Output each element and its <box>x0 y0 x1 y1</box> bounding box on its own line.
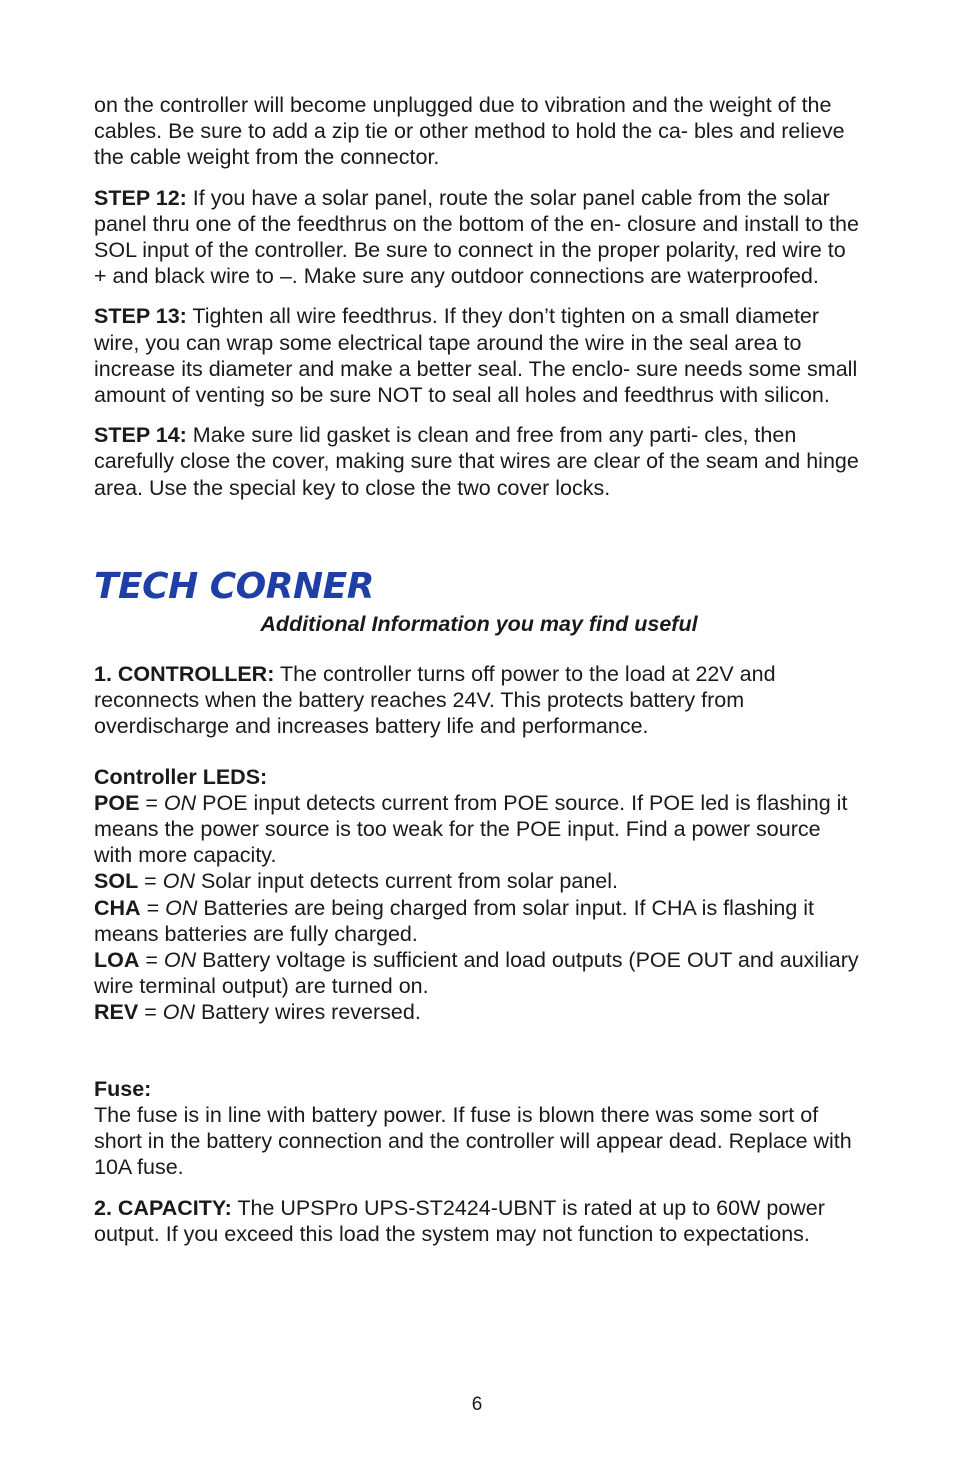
led-description: Solar input detects current from solar panel. <box>194 869 619 894</box>
manual-page <box>94 92 864 1261</box>
fuse-heading: Fuse: <box>94 1076 152 1101</box>
spacer <box>94 740 864 764</box>
led-description: Batteries are being charged from solar input. If CHA is flashing it means batteries are fully charged. <box>94 895 814 946</box>
led-state: ON <box>163 790 197 815</box>
led-loa: LOA = ON Battery voltage is sufficient and load outputs (POE OUT and auxiliary wire terminal output) are turned on. <box>94 948 859 999</box>
tech-corner-title: TECH CORNER <box>94 565 374 607</box>
led-description: POE input detects current from POE source. If POE led is flashing it means the power source is too weak for the POE input. Find a power source with more capacity. <box>94 790 848 868</box>
capacity-text: The UPSPro UPS-ST2424-UBNT is rated at up to 60W power output. If you exceed this load the system may not function to expectations. <box>94 1195 825 1246</box>
led-name: REV <box>94 1000 139 1025</box>
led-sol: SOL = ON Solar input detects current from solar panel. <box>94 869 619 894</box>
led-description: Battery voltage is sufficient and load outputs (POE OUT and auxiliary wire terminal output) are turned on. <box>94 948 859 999</box>
fuse-section <box>94 1076 864 1181</box>
step-12-paragraph <box>94 185 864 290</box>
capacity-paragraph <box>94 1195 864 1247</box>
fuse-text: The fuse is in line with battery power. If fuse is blown there was some sort of short in the battery connection and the controller will appear dead. Replace with 10A fuse. <box>94 1102 852 1180</box>
spacer <box>94 1026 864 1076</box>
led-poe: POE = ON POE input detects current from POE source. If POE led is flashing it means the power source is too weak for the POE input. Find a power source with more capacity. <box>94 790 848 868</box>
controller-text: The controller turns off power to the load at 22V and reconnects when the battery reaches 24V. This protects battery from overdischarge and increases battery life and performance. <box>94 662 776 739</box>
led-name: CHA <box>94 895 141 920</box>
page-number: 6 <box>471 1394 483 1415</box>
step-14-paragraph <box>94 422 864 501</box>
step-14-text: Make sure lid gasket is clean and free from any parti- cles, then carefully close the cover, making sure that wires are clear of the seam and hinge area. Use the special key to close the two cover locks. <box>94 423 859 500</box>
controller-paragraph <box>94 661 864 740</box>
tech-corner-subtitle: Additional Information you may find useful <box>260 611 698 636</box>
controller-leds-section <box>94 764 864 1026</box>
led-description: Battery wires reversed. <box>194 1000 421 1025</box>
capacity-label: 2. CAPACITY: <box>94 1195 232 1220</box>
led-name: SOL <box>94 869 139 894</box>
step-13-text: Tighten all wire feedthrus. If they don’t tighten on a small diameter wire, you can wrap some electrical tape around the wire in the seal area to increase its diameter and make a better seal. The enclo- sure needs some small amount of venting so be sure NOT to seal all holes and feedthrus with silicon. <box>94 304 858 408</box>
led-state: ON <box>162 869 195 894</box>
controller-label: 1. CONTROLLER: <box>94 662 275 687</box>
led-state: ON <box>162 1000 195 1025</box>
step-12-label: STEP 12: <box>94 185 187 210</box>
led-name: POE <box>94 790 140 815</box>
step-13-paragraph <box>94 303 864 408</box>
led-cha: CHA = ON Batteries are being charged from solar input. If CHA is flashing it means batteries are fully charged. <box>94 895 814 946</box>
leds-heading: Controller LEDS: <box>94 764 268 789</box>
led-state: ON <box>163 948 197 973</box>
step-14-label: STEP 14: <box>94 423 187 448</box>
led-name: LOA <box>94 948 140 973</box>
led-state: ON <box>165 895 198 920</box>
step-12-text: If you have a solar panel, route the solar panel cable from the solar panel thru one of the feedthrus on the bottom of the en- closure and install to the SOL input of the controller. Be sure to connect in the proper polarity, red wire to + and black wire to –. Make sure any outdoor connections are waterproofed. <box>94 185 859 289</box>
intro-paragraph: on the controller will become unplugged due to vibration and the weight of the cables. Be sure to add a zip tie or other method to hold the ca- bles and relieve the cable weight from the connector. <box>94 93 845 170</box>
led-rev: REV = ON Battery wires reversed. <box>94 1000 421 1025</box>
step-13-label: STEP 13: <box>94 304 187 329</box>
